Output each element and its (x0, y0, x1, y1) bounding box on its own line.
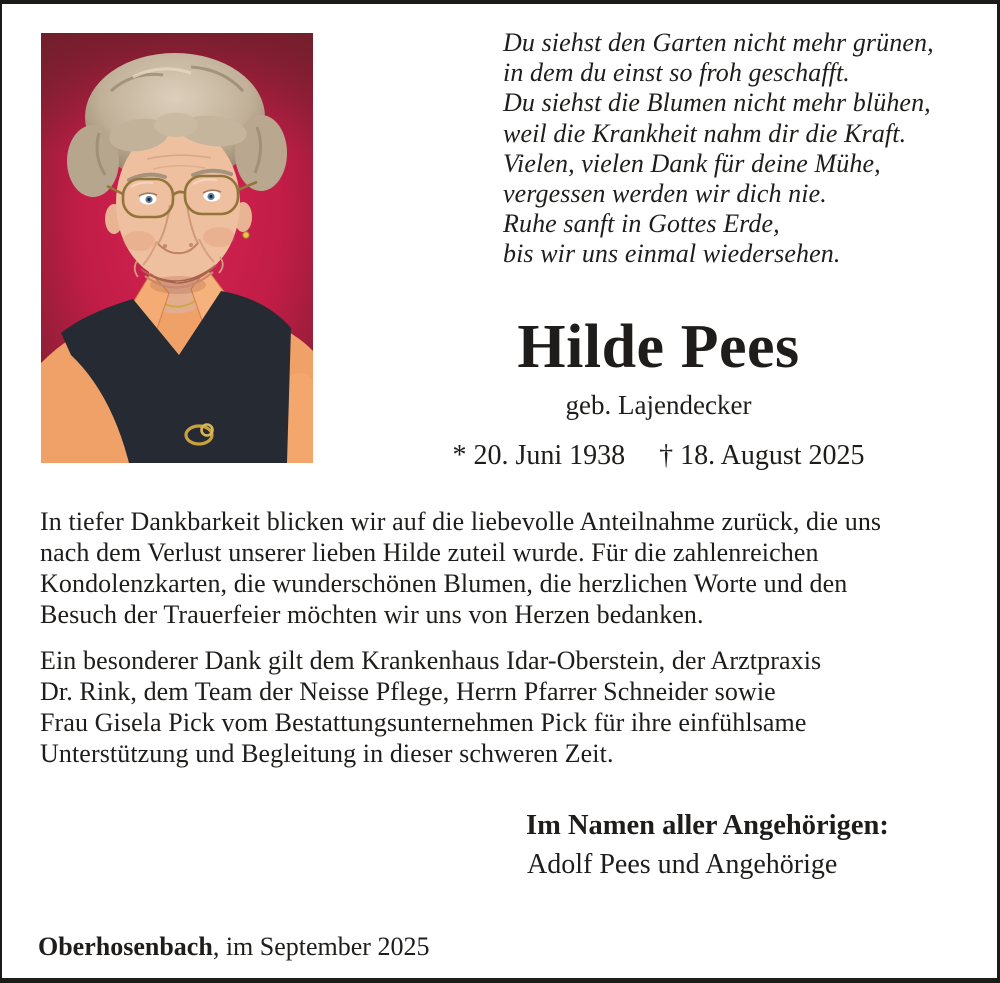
poem-line: weil die Krankheit nahm dir die Kraft. (503, 118, 907, 148)
paragraph-line: nach dem Verlust unserer lieben Hilde zuteil wurde. Für die zahlenreichen (40, 538, 819, 567)
maiden-name: geb. Lajendecker (565, 390, 752, 420)
paragraph-line: Dr. Rink, dem Team der Neisse Pflege, Herrn Pfarrer Schneider sowie (40, 677, 776, 706)
poem-line: in dem du einst so froh geschafft. (503, 58, 850, 88)
paragraph-line: Besuch der Trauerfeier möchten wir uns von Herzen bedanken. (40, 600, 704, 629)
paragraph-line: Ein besonderer Dank gilt dem Krankenhaus Idar-Oberstein, der Arztpraxis (40, 646, 822, 675)
poem-line: Vielen, vielen Dank für deine Mühe, (503, 148, 881, 178)
thanks-paragraph-2 (40, 645, 821, 769)
date-text: , im September 2025 (212, 932, 430, 961)
mourners-line: Adolf Pees und Angehörige (527, 849, 838, 880)
deceased-name: Hilde Pees (517, 313, 800, 381)
life-dates (320, 440, 997, 472)
portrait-photo (41, 33, 313, 463)
place-name: Oberhosenbach (38, 932, 213, 961)
poem-line: Ruhe sanft in Gottes Erde, (503, 209, 780, 239)
death-date: † 18. August 2025 (659, 440, 865, 471)
place-date-line (38, 932, 429, 962)
poem-line: Du siehst den Garten nicht mehr grünen, (503, 28, 934, 57)
paragraph-line: Frau Gisela Pick vom Bestattungsunternehmen Pick für ihre einfühlsame (40, 708, 807, 737)
memorial-poem (503, 28, 934, 270)
poem-line: vergessen werden wir dich nie. (503, 179, 827, 209)
earring (243, 232, 249, 238)
paragraph-line: Unterstützung und Begleitung in dieser schweren Zeit. (40, 739, 614, 768)
poem-line: bis wir uns einmal wiedersehen. (503, 239, 841, 269)
paragraph-line: Kondolenzkarten, die wunderschönen Blumen, die herzlichen Worte und den (40, 569, 848, 598)
thanks-paragraph-1 (40, 506, 881, 630)
poem-line: Du siehst die Blumen nicht mehr blühen, (503, 88, 931, 118)
paragraph-line: In tiefer Dankbarkeit blicken wir auf die liebevolle Anteilnahme zurück, die uns (40, 507, 882, 536)
closing-heading: Im Namen aller Angehörigen: (526, 810, 889, 841)
birth-date: * 20. Juni 1938 (452, 440, 626, 471)
